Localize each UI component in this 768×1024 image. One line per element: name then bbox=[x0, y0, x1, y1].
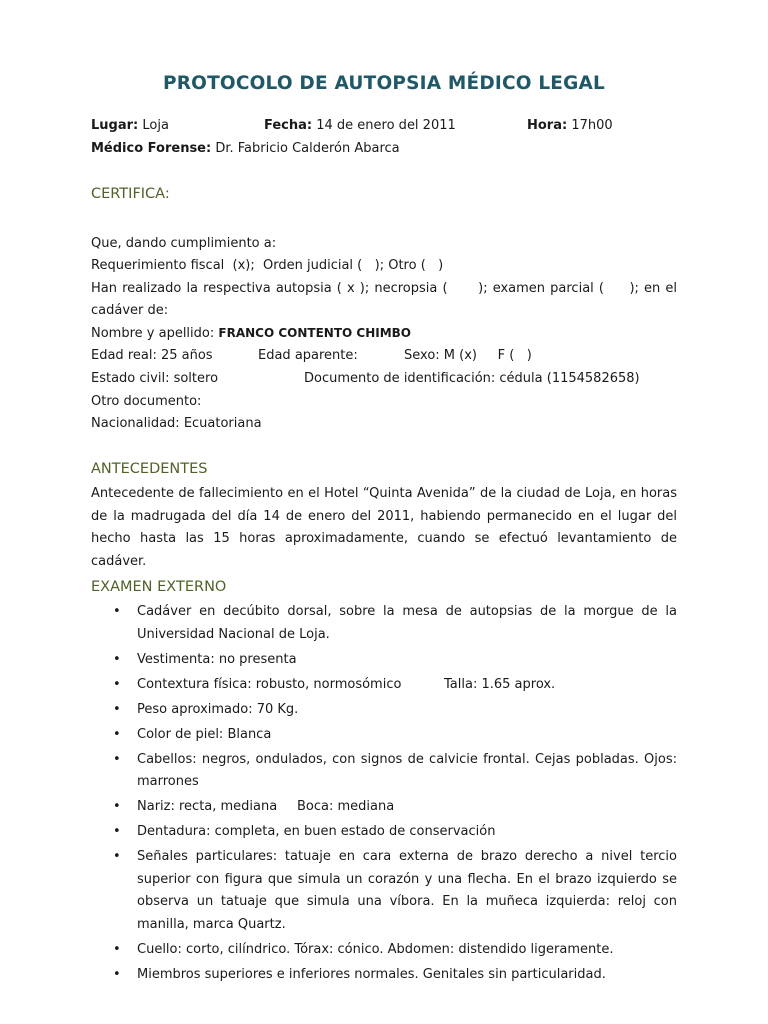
fecha-value: 14 de enero del 2011 bbox=[316, 118, 456, 133]
nombre-label: Nombre y apellido: bbox=[91, 326, 215, 341]
list-item bbox=[91, 749, 677, 794]
list-item-text: Cadáver en decúbito dorsal, sobre la mesa de autopsias de la morgue de la Universidad Nacional de Loja. bbox=[137, 604, 677, 642]
certifica-line1: Que, dando cumplimiento a: bbox=[91, 236, 277, 251]
certifica-line2: Requerimiento fiscal (x); Orden judicial ( ); Otro ( ) bbox=[91, 258, 444, 273]
certifica-heading: CERTIFICA: bbox=[91, 186, 170, 202]
fecha-label: Fecha: bbox=[264, 118, 313, 133]
fecha-row bbox=[264, 118, 456, 133]
list-item bbox=[91, 601, 677, 646]
boca-text: Boca: mediana bbox=[297, 799, 395, 814]
bullet-icon: • bbox=[113, 604, 121, 619]
list-item bbox=[91, 821, 677, 844]
sexo: Sexo: M (x) F ( ) bbox=[404, 348, 532, 363]
hora-row bbox=[527, 118, 613, 133]
examen-externo-heading: EXAMEN EXTERNO bbox=[91, 579, 227, 595]
list-item bbox=[91, 939, 677, 962]
list-item-text: Cabellos: negros, ondulados, con signos de calvicie frontal. Cejas pobladas. Ojos: marrones bbox=[137, 751, 677, 789]
list-item bbox=[91, 846, 677, 936]
list-item bbox=[91, 699, 677, 722]
nombre-row bbox=[91, 326, 411, 341]
estado-civil: Estado civil: soltero bbox=[91, 371, 219, 386]
nombre-value: FRANCO CONTENTO CHIMBO bbox=[218, 326, 411, 340]
bullet-icon: • bbox=[113, 676, 121, 692]
medico-label: Médico Forense: bbox=[91, 141, 212, 156]
list-item-text: Cuello: corto, cilíndrico. Tórax: cónico. Abdomen: distendido ligeramente. bbox=[137, 941, 614, 957]
medico-value: Dr. Fabricio Calderón Abarca bbox=[215, 141, 400, 156]
edad-aparente: Edad aparente: bbox=[258, 348, 358, 363]
list-item-text: Vestimenta: no presenta bbox=[137, 651, 297, 667]
otro-documento: Otro documento: bbox=[91, 394, 202, 409]
talla-text: Talla: 1.65 aprox. bbox=[444, 676, 556, 692]
bullet-icon: • bbox=[113, 751, 121, 767]
bullet-icon: • bbox=[113, 651, 121, 667]
hora-label: Hora: bbox=[527, 118, 568, 133]
list-item-text: Dentadura: completa, en buen estado de conservación bbox=[137, 824, 496, 839]
edad-real: Edad real: 25 años bbox=[91, 348, 213, 363]
list-item bbox=[91, 724, 677, 747]
list-item bbox=[91, 674, 677, 697]
bullet-icon: • bbox=[113, 824, 121, 839]
list-item-text: Miembros superiores e inferiores normales. Genitales sin particularidad. bbox=[137, 966, 606, 982]
certifica-line3a: Han realizado la respectiva autopsia ( x ); necropsia ( ); examen parcial ( ); en el bbox=[91, 281, 677, 296]
document-title: PROTOCOLO DE AUTOPSIA MÉDICO LEGAL bbox=[162, 73, 606, 94]
lugar-value: Loja bbox=[142, 118, 169, 133]
antecedentes-heading: ANTECEDENTES bbox=[91, 461, 208, 477]
lugar-row bbox=[91, 118, 169, 133]
bullet-icon: • bbox=[113, 726, 121, 742]
list-item-text: Nariz: recta, mediana bbox=[137, 799, 278, 814]
documento-identificacion: Documento de identificación: cédula (1154582658) bbox=[304, 371, 640, 386]
antecedentes-text: Antecedente de fallecimiento en el Hotel “Quinta Avenida” de la ciudad de Loja, en horas de la madrugada del día 14 de enero del 2011, habiendo permanecido en el lugar del hecho hasta las 15 horas aproximadamente, cuando se efectuó levantamiento de cadáver. bbox=[91, 486, 677, 569]
examen-externo-list bbox=[91, 601, 677, 989]
list-item-text: Contextura física: robusto, normosómico bbox=[137, 676, 402, 692]
list-item-text: Peso aproximado: 70 Kg. bbox=[137, 701, 299, 717]
list-item bbox=[91, 796, 677, 819]
nacionalidad: Nacionalidad: Ecuatoriana bbox=[91, 416, 262, 431]
bullet-icon: • bbox=[113, 941, 121, 957]
bullet-icon: • bbox=[113, 849, 121, 864]
hora-value: 17h00 bbox=[571, 118, 613, 133]
certifica-line3b: cadáver de: bbox=[91, 303, 169, 318]
list-item-text: Color de piel: Blanca bbox=[137, 726, 272, 742]
list-item-text: Señales particulares: tatuaje en cara externa de brazo derecho a nivel tercio superior con figura que simula un corazón y una flecha. En el brazo izquierdo se observa un tatuaje que simula una víbora. En la muñeca izquierda: reloj con manilla, marca Quartz. bbox=[137, 849, 677, 932]
list-item bbox=[91, 964, 677, 987]
bullet-icon: • bbox=[113, 966, 121, 982]
bullet-icon: • bbox=[113, 701, 121, 717]
lugar-label: Lugar: bbox=[91, 118, 139, 133]
medico-row bbox=[91, 141, 400, 156]
list-item bbox=[91, 649, 677, 672]
bullet-icon: • bbox=[113, 799, 121, 814]
